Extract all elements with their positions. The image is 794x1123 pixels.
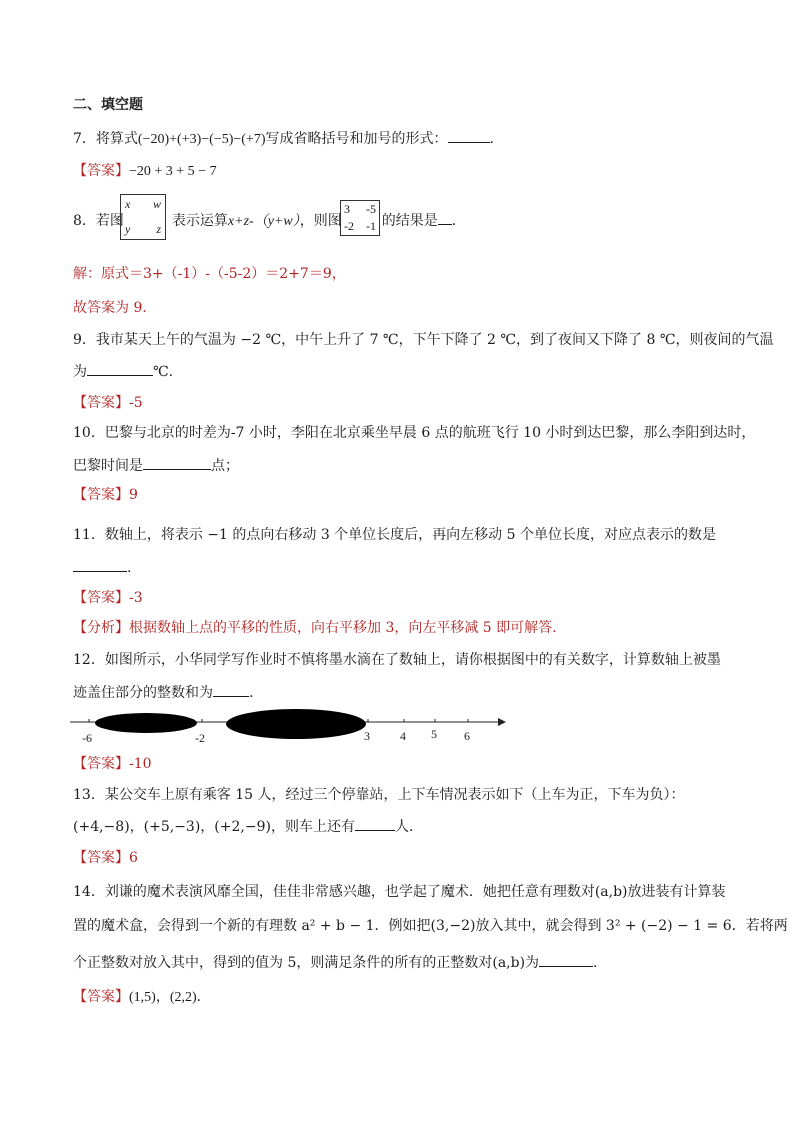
question-12 bbox=[73, 651, 721, 669]
answer-blank bbox=[355, 816, 395, 831]
question-number: 9． bbox=[73, 332, 96, 348]
question-number: 12． bbox=[73, 652, 105, 668]
question-9-line2 bbox=[73, 361, 173, 381]
question-text: 点； bbox=[211, 458, 239, 474]
punctuation: . bbox=[489, 131, 494, 147]
answer-text: -10 bbox=[129, 756, 152, 772]
answer-text: −20 + 3 + 5 − 7 bbox=[129, 164, 217, 179]
answer-blank bbox=[213, 682, 249, 697]
question-14 bbox=[73, 883, 726, 901]
answer-9 bbox=[73, 394, 143, 412]
answer-blank bbox=[438, 210, 452, 225]
answer-13 bbox=[73, 849, 138, 867]
tick-label: 4 bbox=[400, 729, 406, 743]
question-text: 巴黎时间是 bbox=[73, 458, 143, 474]
question-7 bbox=[73, 128, 494, 149]
ink-blot bbox=[95, 713, 197, 733]
box-cell: -5 bbox=[366, 202, 376, 216]
math-expression: (−20)+(+3)−(−5)−(+7) bbox=[137, 132, 266, 147]
tick-label: -6 bbox=[82, 731, 92, 745]
question-10-line2 bbox=[73, 455, 239, 475]
answer-text: 9 bbox=[129, 487, 138, 503]
math-expression: x+z-（y+w） bbox=[227, 214, 300, 229]
answer-blank bbox=[143, 455, 211, 470]
box-cell: y bbox=[125, 222, 131, 236]
answer-tag: 【答案】 bbox=[73, 989, 129, 1005]
answer-blank bbox=[87, 361, 153, 376]
solution-8: 解：原式＝3+（-1）-（-5-2）＝2+7＝9， bbox=[73, 266, 346, 282]
question-13-line2 bbox=[73, 816, 423, 836]
question-text: ，则图 bbox=[299, 213, 342, 229]
question-11-line2 bbox=[73, 557, 131, 577]
question-9 bbox=[73, 331, 774, 349]
question-text: (+4,−8)，(+5,−3)，(+2,−9)，则车上还有 bbox=[73, 819, 355, 835]
question-text: 为 bbox=[73, 364, 87, 380]
question-text: 如图所示，小华同学写作业时不慎将墨水滴在了数轴上，请你根据图中的有关数字，计算数轴上被墨 bbox=[104, 652, 721, 668]
answer-tag: 【答案】 bbox=[73, 850, 129, 866]
answer-text: (1,5)，(2,2)． bbox=[129, 990, 211, 1005]
question-13 bbox=[73, 786, 685, 804]
question-number: 13． bbox=[73, 787, 105, 803]
box-cell: -1 bbox=[366, 219, 376, 233]
question-text: ℃. bbox=[153, 364, 174, 380]
answer-blank bbox=[539, 952, 593, 967]
question-text: 表示运算 bbox=[171, 213, 228, 229]
answer-14 bbox=[73, 988, 211, 1007]
question-text: 写成省略括号和加号的形式： bbox=[265, 131, 448, 147]
operation-box bbox=[120, 194, 166, 240]
analysis-tag: 【分析】 bbox=[73, 620, 129, 636]
box-cell: -2 bbox=[344, 219, 354, 233]
question-11 bbox=[73, 526, 716, 544]
number-box bbox=[340, 200, 380, 236]
question-12-line2 bbox=[73, 682, 253, 702]
question-number: 11． bbox=[73, 527, 105, 543]
question-text: 数轴上，将表示 −1 的点向右移动 3 个单位长度后，再向左移动 5 个单位长度，对应点表示的数是 bbox=[104, 527, 716, 543]
question-text: 我市某天上午的气温为 −2 ℃，中午上升了 7 ℃，下午下降了 2 ℃，到了夜间又下降了 8 ℃，则夜间的气温 bbox=[95, 332, 774, 348]
question-text: 人． bbox=[394, 819, 423, 835]
number-line-figure bbox=[70, 708, 510, 748]
answer-tag: 【答案】 bbox=[73, 756, 129, 772]
question-14-line2: 置的魔术盒，会得到一个新的有理数 a² + b − 1．例如把(3,−2)放入其中，就会得到 3² + (−2) − 1 = 6．若将两 bbox=[73, 918, 788, 934]
question-number: 10． bbox=[73, 425, 105, 441]
answer-11 bbox=[73, 589, 143, 607]
answer-tag: 【答案】 bbox=[73, 487, 129, 503]
question-text: 若图 bbox=[95, 213, 124, 229]
question-14-line3 bbox=[73, 952, 598, 972]
question-number: 14． bbox=[73, 884, 105, 900]
answer-tag: 【答案】 bbox=[73, 163, 129, 179]
punctuation: ． bbox=[451, 213, 466, 229]
punctuation: . bbox=[127, 560, 132, 576]
question-10 bbox=[73, 424, 755, 442]
answer-text: -3 bbox=[129, 590, 143, 606]
box-cell: 3 bbox=[344, 202, 350, 216]
box-cell: z bbox=[156, 222, 161, 236]
answer-10 bbox=[73, 486, 138, 504]
answer-tag: 【答案】 bbox=[73, 395, 129, 411]
tick-label: 3 bbox=[364, 729, 370, 743]
answer-text: -5 bbox=[129, 395, 143, 411]
tick-label: 6 bbox=[464, 729, 470, 743]
question-number: 7． bbox=[73, 131, 96, 147]
solution-8-conclusion: 故答案为 9． bbox=[73, 300, 157, 316]
question-text: 个正整数对放入其中，得到的值为 5，则满足条件的所有的正整数对(a,b)为 bbox=[73, 955, 540, 971]
answer-text: 6 bbox=[129, 850, 138, 866]
box-cell: x bbox=[125, 197, 131, 211]
question-text: 巴黎与北京的时差为-7 小时，李阳在北京乘坐早晨 6 点的航班飞行 10 小时到达巴黎，那么李阳到达时， bbox=[104, 425, 756, 441]
answer-tag: 【答案】 bbox=[73, 590, 129, 606]
tick-label: -2 bbox=[195, 731, 205, 745]
question-text: 刘谦的魔术表演风靡全国，佳佳非常感兴趣，也学起了魔术．她把任意有理数对(a,b)放进装有计算装 bbox=[104, 884, 726, 900]
section-title: 二、填空题 bbox=[73, 97, 143, 113]
answer-7 bbox=[73, 162, 217, 181]
punctuation: . bbox=[249, 685, 254, 701]
answer-12 bbox=[73, 755, 152, 773]
arrow-icon bbox=[498, 718, 506, 726]
question-text: 迹盖住部分的整数和为 bbox=[73, 685, 213, 701]
question-number: 8． bbox=[73, 213, 96, 229]
analysis-11 bbox=[73, 619, 557, 637]
answer-blank bbox=[448, 128, 490, 143]
question-text: 某公交车上原有乘客 15 人，经过三个停靠站，上下车情况表示如下（上车为正，下车为负）： bbox=[104, 787, 685, 803]
ink-blot bbox=[226, 709, 366, 739]
box-cell: w bbox=[152, 197, 161, 211]
question-text: 的结果是 bbox=[381, 213, 438, 229]
answer-blank bbox=[73, 557, 127, 572]
tick-label: 5 bbox=[431, 727, 437, 741]
punctuation: . bbox=[593, 955, 598, 971]
question-text: 将算式 bbox=[95, 131, 138, 147]
analysis-text: 根据数轴上点的平移的性质，向右平移加 3，向左平移减 5 即可解答. bbox=[129, 620, 557, 636]
